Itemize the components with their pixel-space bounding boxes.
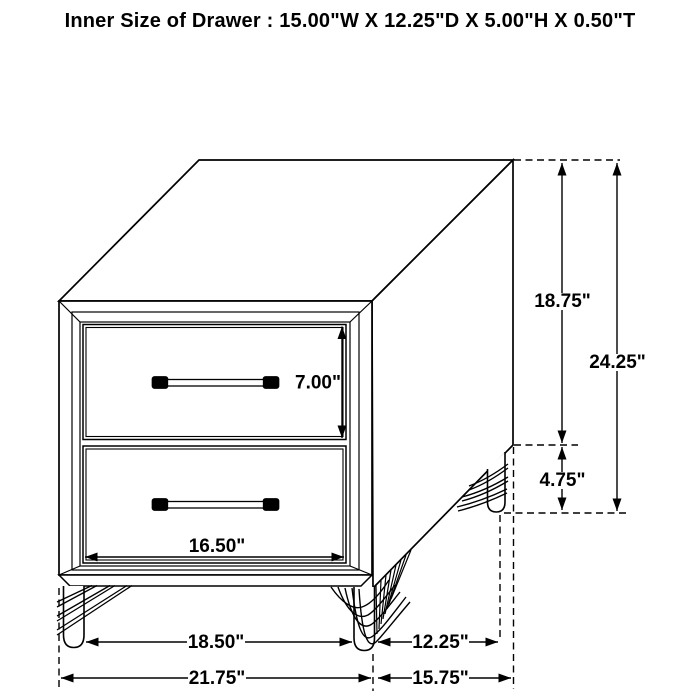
dimension-label: 15.75"	[412, 668, 469, 689]
handle-bar	[168, 380, 264, 387]
cabinet-body	[57, 160, 513, 651]
page-title: Inner Size of Drawer : 15.00"W X 12.25"D X 5.00"H X 0.50"T	[64, 10, 636, 32]
front-left-leg	[57, 586, 132, 648]
dimension-label: 18.50"	[187, 632, 245, 653]
dimension-total-width	[61, 668, 371, 689]
dimension-total-height	[589, 163, 646, 511]
dimension-front-leg-span	[86, 632, 352, 653]
dimension-cabinet-height	[534, 163, 591, 443]
dimension-label: 24.25"	[589, 352, 646, 373]
dimension-leg-height	[539, 447, 586, 510]
dimension-total-depth	[378, 668, 511, 689]
dimension-label: 7.00"	[295, 372, 341, 394]
dimension-side-leg-span	[378, 632, 498, 653]
dimension-label: 12.25"	[412, 632, 469, 653]
dimension-label: 21.75"	[188, 668, 246, 689]
dimension-label: 18.75"	[534, 291, 591, 312]
dimension-label: 16.50"	[188, 536, 246, 557]
dimension-label: 4.75"	[539, 470, 586, 491]
base-plinth	[59, 575, 372, 586]
cabinet-front-frame	[59, 301, 372, 575]
handle-bar	[168, 502, 264, 509]
